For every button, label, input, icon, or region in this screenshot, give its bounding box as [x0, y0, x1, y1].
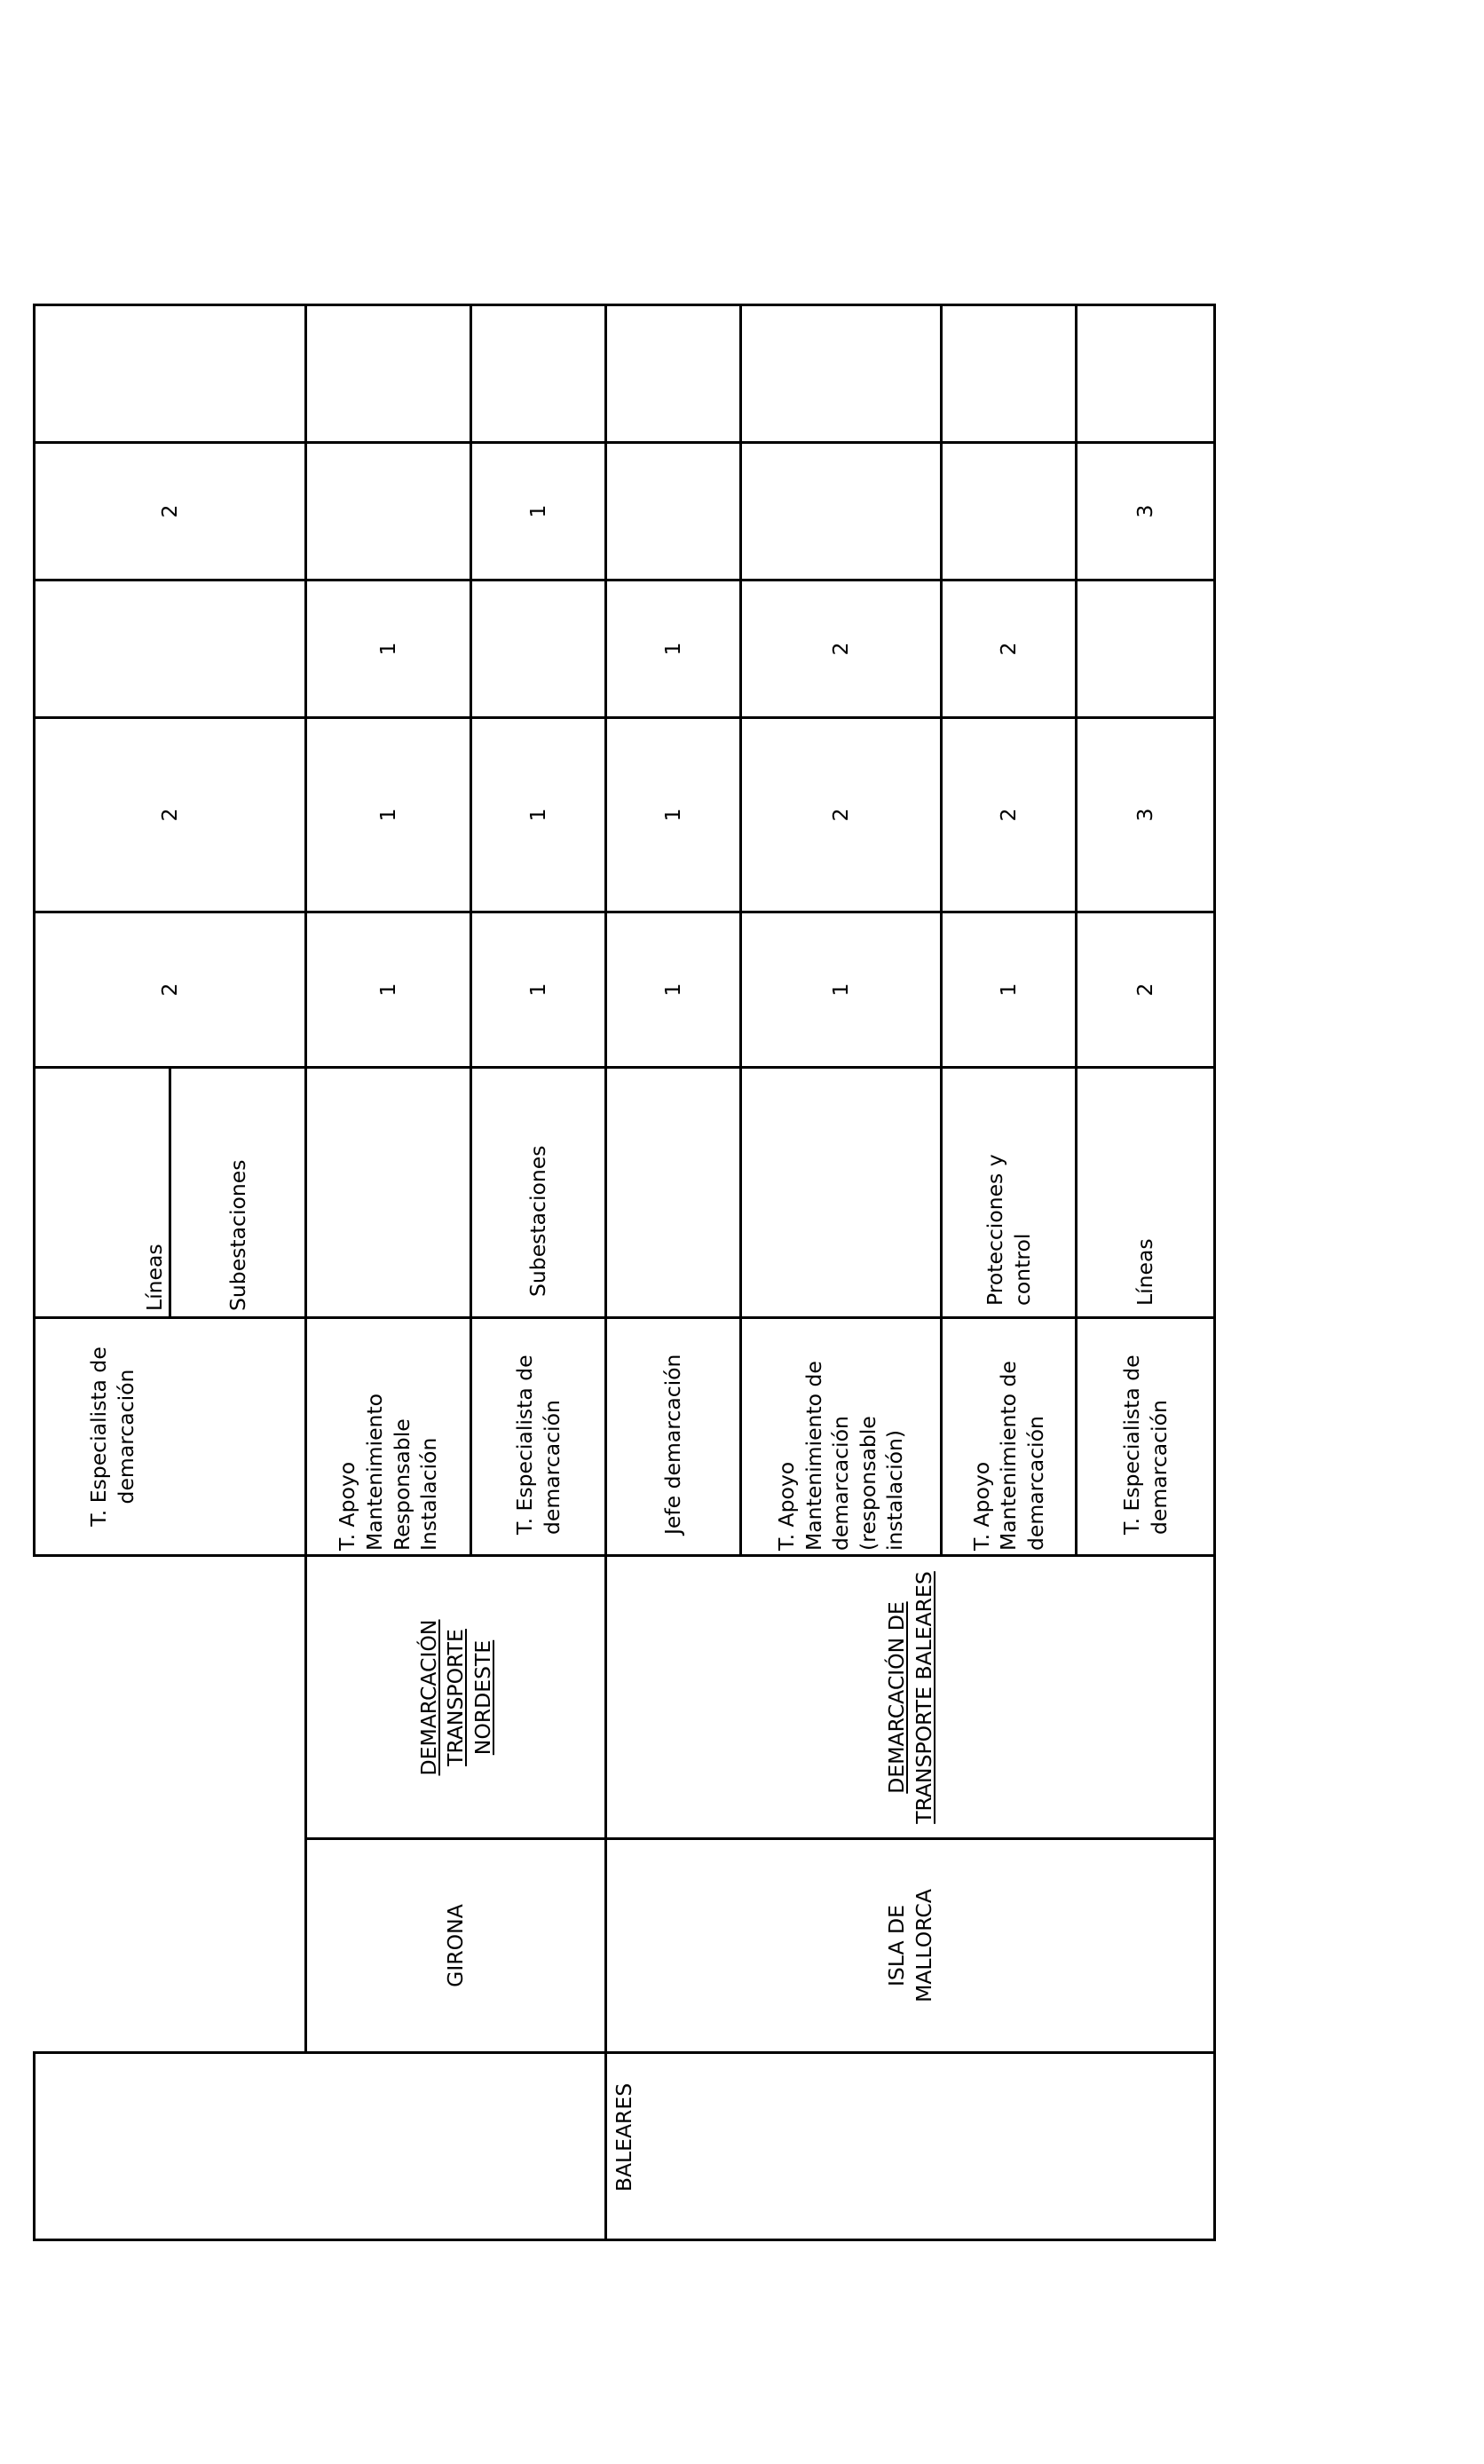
cell-value: 1 [660, 983, 686, 997]
role-line: demarcación [828, 1416, 854, 1551]
cell-value: 2 [1133, 983, 1158, 997]
cell-value: 3 [1133, 808, 1158, 822]
role-line: (responsable [855, 1416, 880, 1551]
value-cell [607, 581, 739, 716]
value-cell [607, 719, 739, 911]
specialty-cell [472, 1069, 604, 1316]
value-cell [307, 581, 470, 716]
table-border-top [33, 304, 1216, 306]
region-label: BALEARES [612, 2082, 637, 2192]
role-line: T. Especialista de [85, 1347, 111, 1527]
value-cell [307, 719, 470, 911]
specialty-cell [171, 1069, 304, 1316]
specialty-cell [1077, 1069, 1213, 1316]
cell-value: 2 [157, 808, 183, 822]
role-line: T. Apoyo [968, 1461, 994, 1551]
value-cell [943, 581, 1075, 716]
table-border-right [1213, 304, 1216, 2241]
role-cell [472, 1319, 604, 1554]
role-line: T. Especialista de [511, 1354, 537, 1535]
role-line: Instalación [416, 1437, 442, 1551]
cell-value: 2 [828, 642, 854, 656]
cell-value: 2 [996, 642, 1022, 656]
value-cell [943, 913, 1075, 1066]
value-cell [472, 913, 604, 1066]
demarcation-cell [307, 1557, 604, 1838]
role-line: Mantenimiento de [801, 1361, 826, 1551]
value-cell [1077, 719, 1213, 911]
value-cell [472, 719, 604, 911]
role-line: Mantenimiento [361, 1393, 387, 1551]
role-line: demarcación [539, 1400, 564, 1535]
role-cell [742, 1319, 940, 1554]
cell-value: 1 [660, 642, 686, 656]
value-cell [36, 913, 304, 1066]
value-cell [36, 719, 304, 911]
role-line: Jefe demarcación [660, 1354, 686, 1535]
specialty-cell [36, 1069, 169, 1316]
cell-value: 1 [375, 642, 401, 656]
role-line: T. Especialista de [1118, 1354, 1144, 1535]
role-cell [36, 1319, 304, 1554]
cell-value: 2 [996, 808, 1022, 822]
role-line: instalación) [882, 1429, 908, 1551]
demarcation-line: DEMARCACIÓN [415, 1619, 441, 1776]
role-line: T. Apoyo [335, 1461, 360, 1551]
cell-value: 2 [828, 808, 854, 822]
specialty-label: Subestaciones [225, 1159, 250, 1311]
cell-value: 1 [525, 504, 551, 518]
table-border-bottom [33, 2239, 1216, 2241]
region-cell [36, 2054, 1213, 2239]
role-line: Responsable [389, 1418, 414, 1551]
cell-value: 1 [660, 808, 686, 822]
cell-value: 2 [157, 983, 183, 997]
specialty-label: Líneas [1133, 1238, 1158, 1306]
zone-cell [307, 1840, 604, 2051]
value-cell [36, 581, 304, 716]
role-line: demarcación [1146, 1400, 1172, 1535]
cell-value: 1 [375, 808, 401, 822]
value-cell [607, 913, 739, 1066]
value-cell [742, 719, 940, 911]
zone-line: MALLORCA [911, 1889, 936, 2002]
demarcation-line: DEMARCACIÓN DE [883, 1601, 909, 1794]
role-cell [307, 1319, 470, 1554]
role-line: demarcación [113, 1369, 138, 1504]
specialty-cell [943, 1069, 1075, 1316]
value-cell [472, 444, 604, 579]
specialty-line: Protecciones y [982, 1154, 1007, 1306]
role-cell [607, 1319, 739, 1554]
cell-value: 2 [157, 504, 183, 518]
specialty-label: Subestaciones [525, 1145, 551, 1297]
cell-value: 1 [525, 808, 551, 822]
cell-value: 1 [525, 983, 551, 997]
value-cell [742, 581, 940, 716]
demarcation-line: NORDESTE [470, 1639, 495, 1756]
specialty-line: control [1009, 1233, 1035, 1306]
cell-value: 1 [828, 983, 854, 997]
value-cell [36, 444, 304, 579]
role-cell [943, 1319, 1075, 1554]
role-line: Mantenimiento de [996, 1361, 1022, 1551]
value-cell [307, 913, 470, 1066]
demarcation-cell [607, 1557, 1213, 1838]
value-cell [1077, 913, 1213, 1066]
cell-value: 1 [996, 983, 1022, 997]
role-line: T. Apoyo [774, 1461, 800, 1551]
demarcation-line: TRANSPORTE [443, 1629, 469, 1766]
cell-value: 3 [1133, 504, 1158, 518]
demarcation-line: TRANSPORTE BALEARES [911, 1571, 936, 1824]
specialty-label: Líneas [142, 1244, 168, 1311]
role-cell [1077, 1319, 1213, 1554]
value-cell [742, 913, 940, 1066]
cell-value: 1 [375, 983, 401, 997]
value-cell [1077, 444, 1213, 579]
value-cell [943, 719, 1075, 911]
zone-label: GIRONA [443, 1904, 469, 1987]
role-line: demarcación [1022, 1416, 1048, 1551]
zone-cell [607, 1840, 1213, 2051]
zone-line: ISLA DE [883, 1905, 909, 1986]
